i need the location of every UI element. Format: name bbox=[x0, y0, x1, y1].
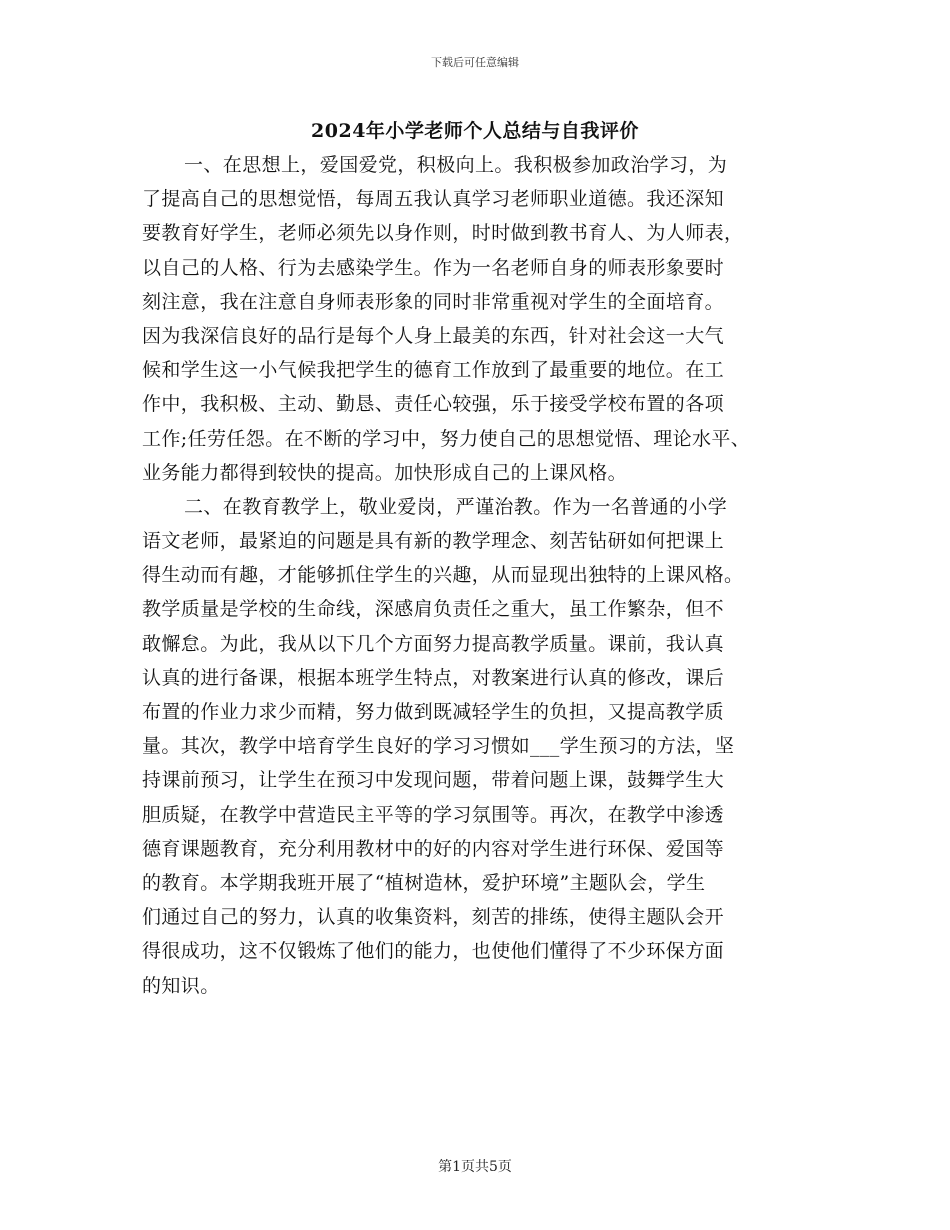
paragraph-2-line: 敢懈怠。为此，我从以下几个方面努力提高教学质量。课前，我认真 bbox=[142, 632, 725, 655]
paragraph-2-line: 们通过自己的努力，认真的收集资料，刻苦的排练，使得主题队会开 bbox=[142, 906, 725, 929]
paragraph-2-line: 布置的作业力求少而精，努力做到既减轻学生的负担，又提高教学质 bbox=[142, 701, 725, 723]
paragraph-2-line: 二、在教育教学上，敬业爱岗，严谨治教。作为一名普通的小学 bbox=[184, 495, 728, 518]
paragraph-1-line: 业务能力都得到较快的提高。加快形成自己的上课风格。 bbox=[142, 461, 628, 484]
paragraph-1-line: 了提高自己的思想觉悟，每周五我认真学习老师职业道德。我还深知 bbox=[142, 188, 725, 211]
paragraph-1-line: 工作;任劳任怨。在不断的学习中，努力使自己的思想觉悟、理论水平、 bbox=[142, 427, 751, 450]
paragraph-1-line: 因为我深信良好的品行是每个人身上最美的东西，针对社会这一大气 bbox=[142, 324, 725, 347]
paragraph-2-line: 得很成功，这不仅锻炼了他们的能力，也使他们懂得了不少环保方面 bbox=[142, 940, 725, 963]
paragraph-2-line: 认真的进行备课，根据本班学生特点，对教案进行认真的修改，课后 bbox=[142, 666, 725, 689]
paragraph-2-line: 教学质量是学校的生命线，深感肩负责任之重大，虽工作繁杂，但不 bbox=[142, 598, 725, 621]
paragraph-2-line: 量。其次，教学中培育学生良好的学习习惯如___学生预习的方法，坚 bbox=[142, 735, 735, 758]
paragraph-1-line: 刻注意，我在注意自身师表形象的同时非常重视对学生的全面培育。 bbox=[142, 290, 725, 313]
paragraph-1-line: 候和学生这一小气候我把学生的德育工作放到了最重要的地位。在工 bbox=[142, 359, 725, 382]
document-title: 2024年小学老师个人总结与自我评价 bbox=[311, 120, 639, 142]
document-body bbox=[142, 148, 822, 1003]
paragraph-1-line: 作中，我积极、主动、勤恳、责任心较强，乐于接受学校布置的各项 bbox=[142, 393, 725, 416]
paragraph-1-line: 以自己的人格、行为去感染学生。作为一名老师自身的师表形象要时 bbox=[142, 256, 725, 279]
paragraph-1-line: 一、在思想上，爱国爱党，积极向上。我积极参加政治学习，为 bbox=[184, 154, 728, 176]
header-note: 下载后可任意编辑 bbox=[431, 56, 519, 69]
paragraph-2-line: 胆质疑，在教学中营造民主平等的学习氛围等。再次，在教学中渗透 bbox=[142, 803, 725, 826]
paragraph-1-line: 要教育好学生，老师必须先以身作则，时时做到教书育人、为人师表， bbox=[142, 222, 744, 245]
page-number-footer: 第1页共5页 bbox=[438, 1159, 512, 1175]
paragraph-2-line: 语文老师，最紧迫的问题是具有新的教学理念、刻苦钻研如何把课上 bbox=[142, 530, 725, 553]
paragraph-2-line: 得生动而有趣，才能够抓住学生的兴趣，从而显现出独特的上课风格。 bbox=[142, 564, 744, 587]
paragraph-2-line: 持课前预习，让学生在预习中发现问题，带着问题上课，鼓舞学生大 bbox=[142, 769, 725, 792]
paragraph-2-line: 德育课题教育，充分利用教材中的好的内容对学生进行环保、爱国等 bbox=[142, 837, 725, 860]
paragraph-2-line: 的教育。本学期我班开展了“植树造林，爱护环境”主题队会，学生 bbox=[142, 871, 706, 894]
paragraph-2-line: 的知识。 bbox=[142, 974, 220, 997]
